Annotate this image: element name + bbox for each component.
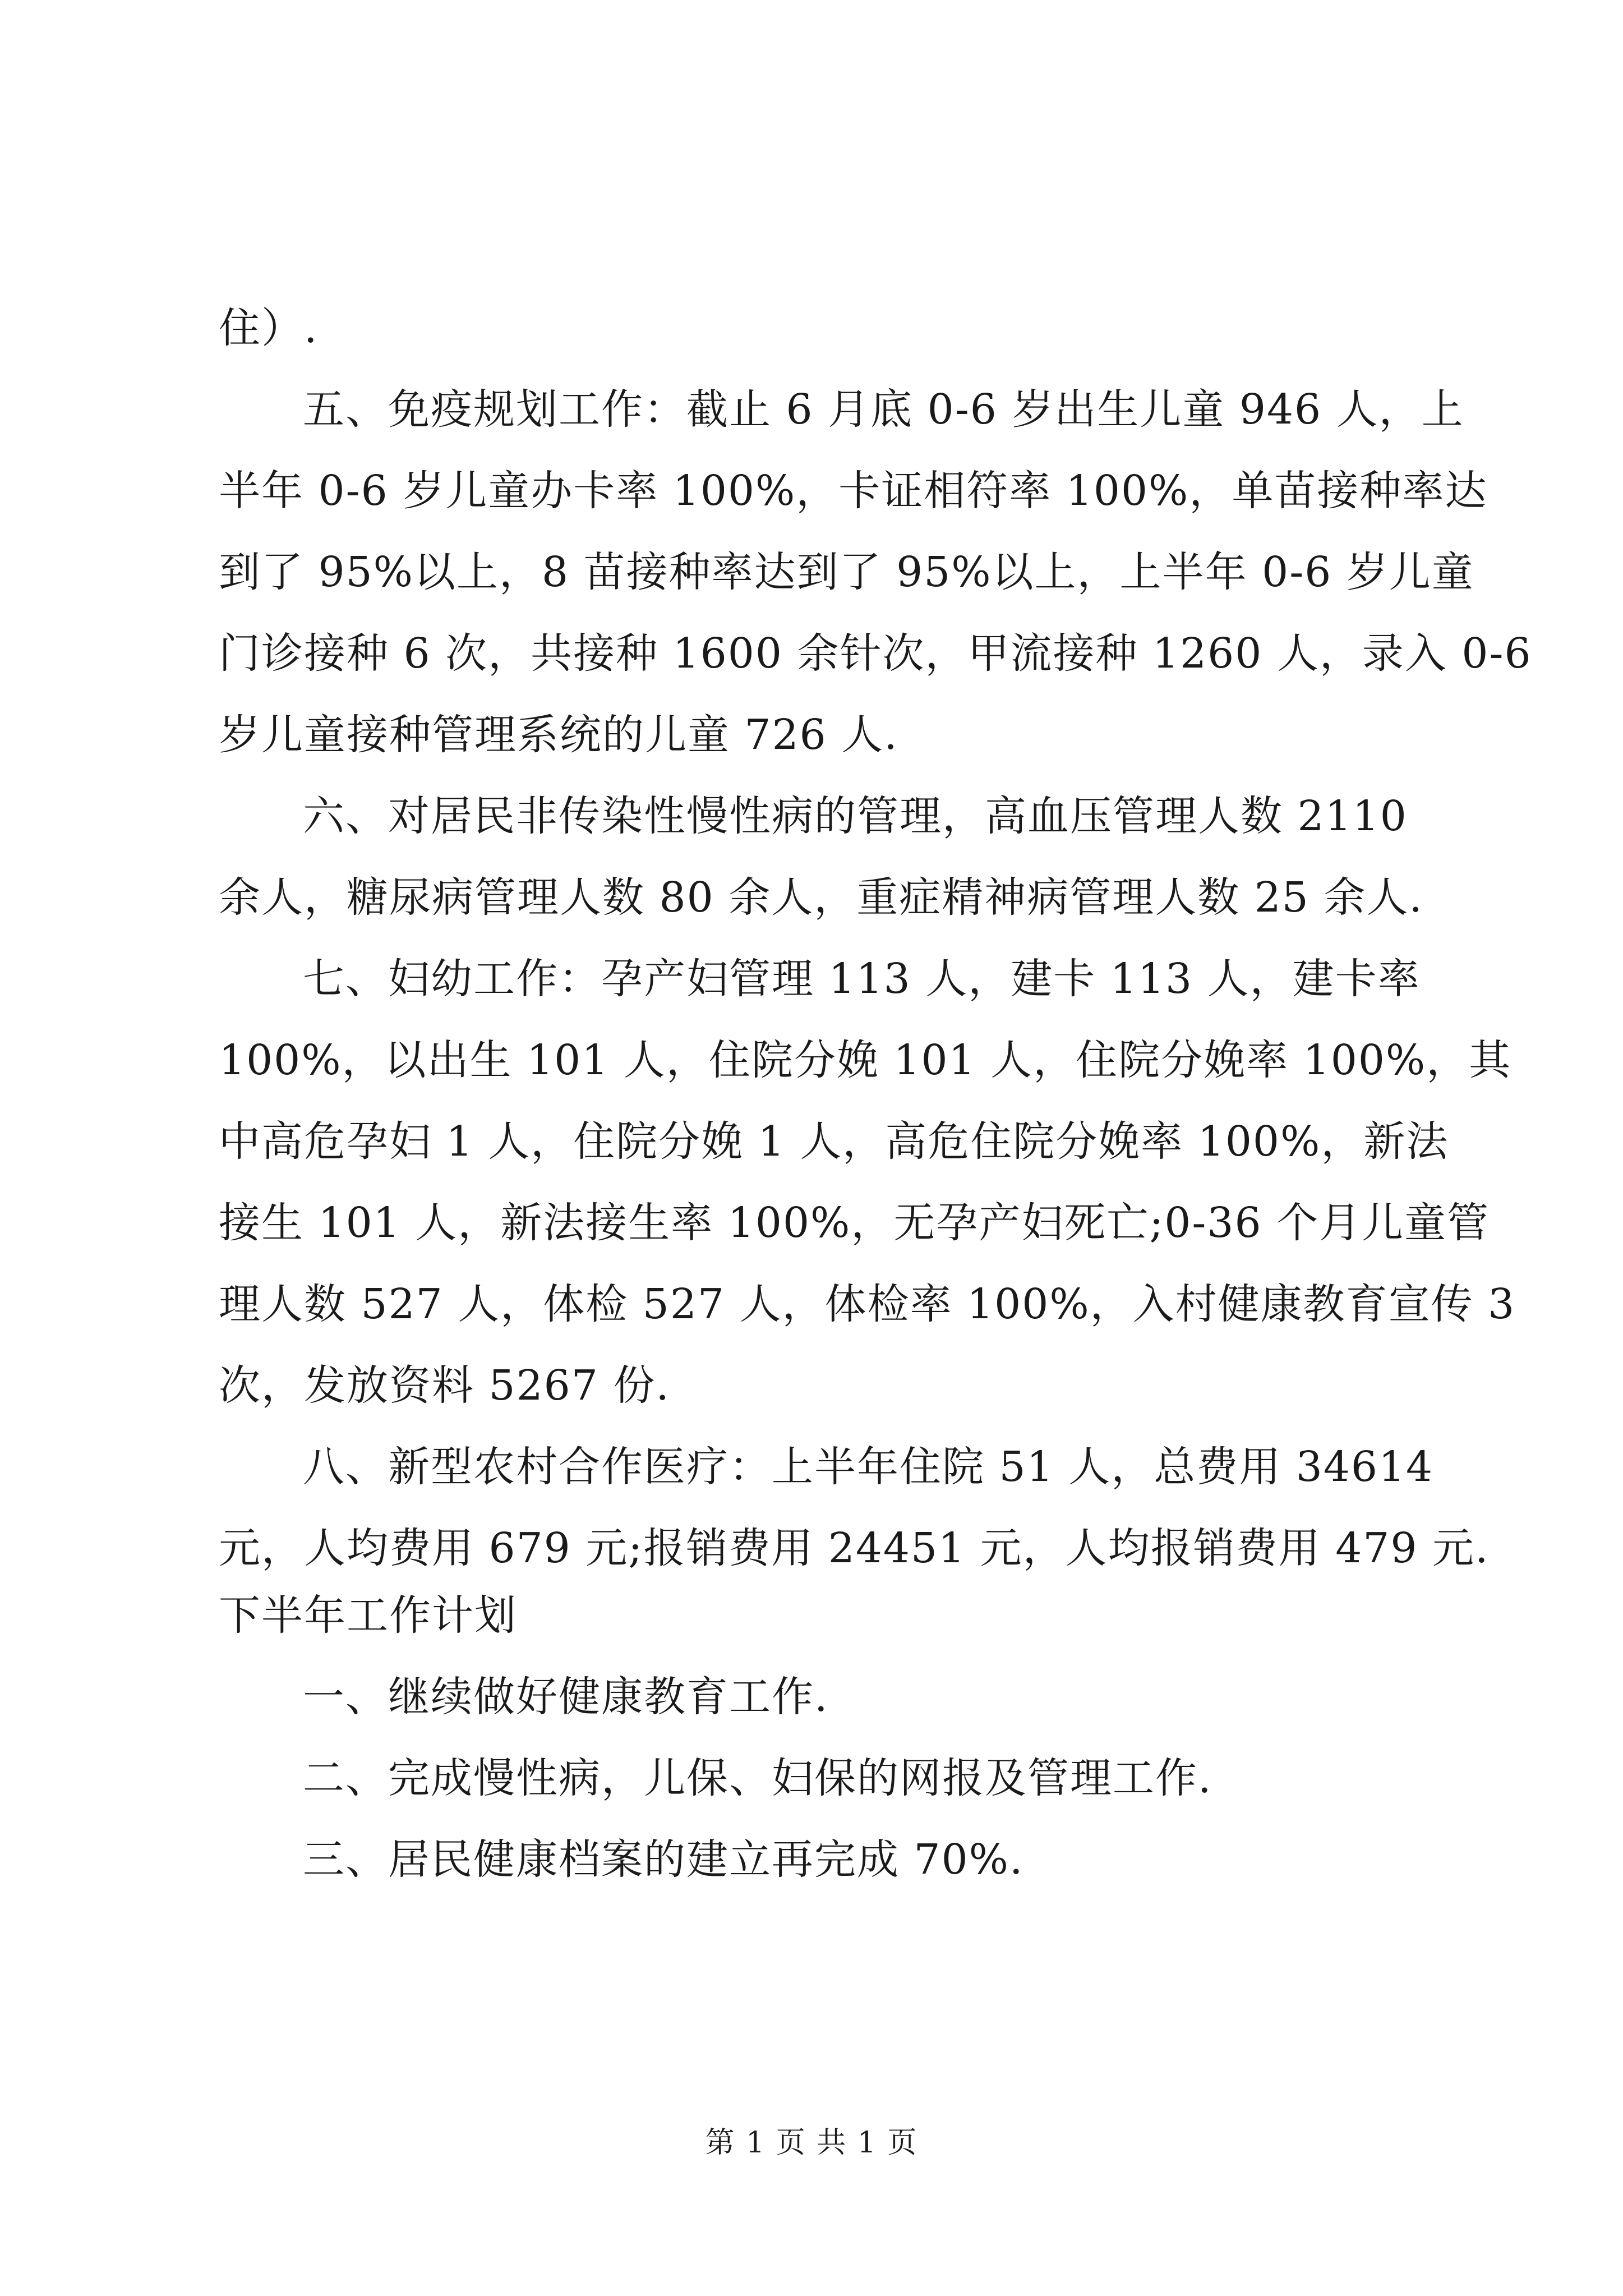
text-line: 余人，糖尿病管理人数 80 余人，重症精神病管理人数 25 余人.	[219, 873, 1423, 922]
text-line: 100%，以出生 101 人，住院分娩 101 人，住院分娩率 100%，其	[219, 1036, 1512, 1084]
text-line: 门诊接种 6 次，共接种 1600 余针次，甲流接种 1260 人，录入 0-6	[219, 629, 1532, 678]
paragraph-rural-medical: 八、新型农村合作医疗：上半年住院 51 人，总费用 34614	[303, 1443, 1434, 1491]
text-line: 理人数 527 人，体检 527 人，体检率 100%，入村健康教育宣传 3	[219, 1280, 1516, 1328]
plan-item-1: 一、继续做好健康教育工作.	[303, 1673, 829, 1721]
text-line: 岁儿童接种管理系统的儿童 726 人.	[219, 711, 898, 759]
text-line: 住）.	[219, 304, 319, 352]
paragraph-maternal-child: 七、妇幼工作：孕产妇管理 113 人，建卡 113 人，建卡率	[303, 955, 1421, 1003]
text-line: 次，发放资料 5267 份.	[219, 1361, 670, 1410]
text-line: 到了 95%以上，8 苗接种率达到了 95%以上，上半年 0-6 岁儿童	[219, 548, 1474, 596]
text-line: 元，人均费用 679 元;报销费用 24451 元，人均报销费用 479 元.	[219, 1524, 1490, 1572]
plan-item-2: 二、完成慢性病，儿保、妇保的网报及管理工作.	[303, 1754, 1212, 1802]
paragraph-immunization: 五、免疫规划工作：截止 6 月底 0-6 岁出生儿童 946 人，上	[303, 385, 1464, 434]
text-line: 中高危孕妇 1 人，住院分娩 1 人，高危住院分娩率 100%，新法	[219, 1117, 1449, 1166]
plan-item-3: 三、居民健康档案的建立再完成 70%.	[303, 1835, 1024, 1884]
section-heading-next-half: 下半年工作计划	[219, 1591, 517, 1640]
paragraph-chronic-disease: 六、对居民非传染性慢性病的管理，高血压管理人数 2110	[303, 792, 1408, 840]
text-line: 半年 0-6 岁儿童办卡率 100%，卡证相符率 100%，单苗接种率达	[219, 467, 1488, 515]
text-line: 接生 101 人，新法接生率 100%，无孕产妇死亡;0-36 个月儿童管	[219, 1199, 1490, 1247]
page-number-footer: 第 1 页 共 1 页	[705, 2126, 918, 2160]
